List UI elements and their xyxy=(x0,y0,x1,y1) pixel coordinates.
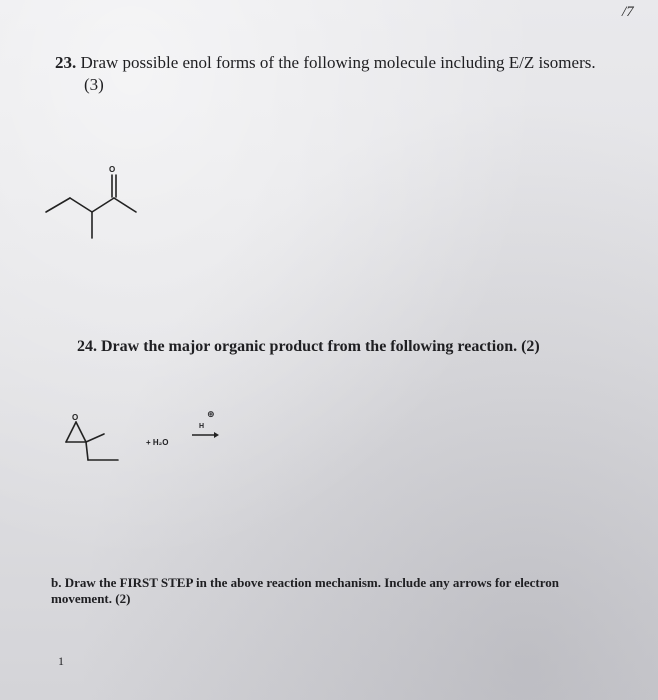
ring-bond xyxy=(66,422,76,442)
bond xyxy=(70,198,92,212)
question-23-molecule xyxy=(40,160,150,245)
bond xyxy=(46,198,70,212)
bond xyxy=(114,198,136,212)
bond xyxy=(92,198,114,212)
question-23-text: Draw possible enol forms of the following molecule including E/Z isomers. xyxy=(80,53,596,72)
question-24-epoxide xyxy=(58,412,138,477)
question-23-points: (3) xyxy=(84,75,104,94)
bond xyxy=(86,442,88,460)
footer-page-number: 1 xyxy=(58,654,64,668)
question-b-prompt: b. Draw the FIRST STEP in the above reaction mechanism. Include any arrows for electron movement. (2) xyxy=(51,575,559,606)
question-23-prompt xyxy=(55,52,596,74)
reaction-arrow xyxy=(190,430,220,440)
catalyst-charge: ⊕ xyxy=(207,409,215,419)
water-reagent: + H₂O xyxy=(146,438,169,447)
oxygen-label: O xyxy=(109,165,116,174)
bond xyxy=(86,434,104,442)
ring-bond xyxy=(76,422,86,442)
question-24-prompt: 24. Draw the major organic product from the following reaction. (2) xyxy=(77,338,540,355)
catalyst-h-label: H xyxy=(199,423,205,430)
epoxide-oxygen-label: O xyxy=(72,413,79,422)
page-score-mark: /7 xyxy=(622,4,634,20)
question-23-number: 23. xyxy=(55,53,77,72)
